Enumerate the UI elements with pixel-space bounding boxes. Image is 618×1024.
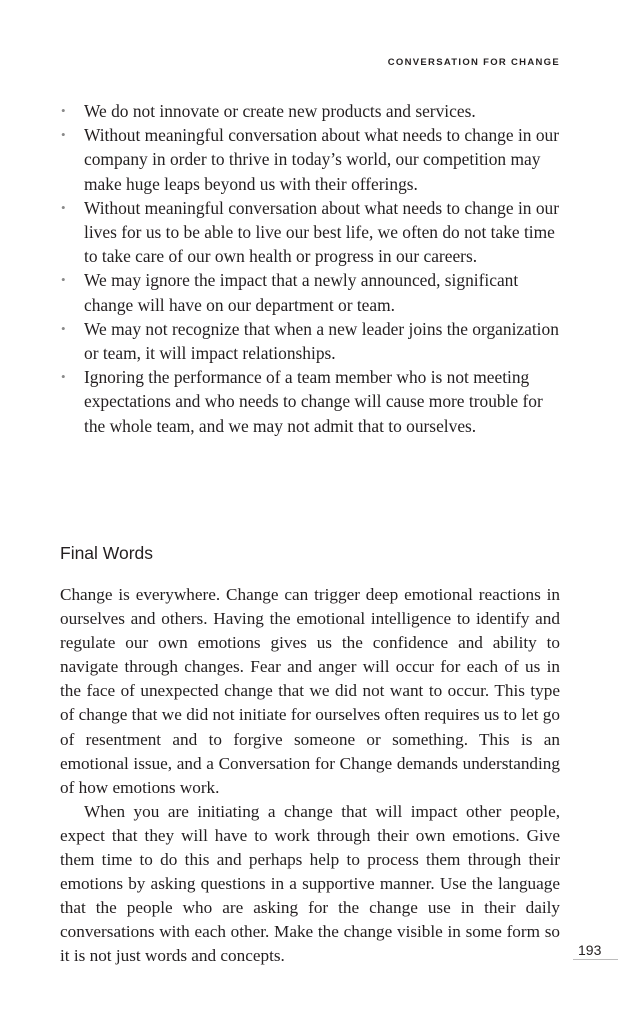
list-item-text: We may not recognize that when a new leader joins the organization or team, it will impact relationships. xyxy=(84,318,559,364)
bullet-icon: • xyxy=(61,369,66,385)
bullet-list xyxy=(60,99,560,438)
list-item xyxy=(60,268,560,316)
bullet-icon: • xyxy=(61,272,66,288)
list-item-text: Without meaningful conversation about what needs to change in our lives for us to be able to live our best life, we often do not take time to take care of our own health or progress in our careers. xyxy=(84,197,559,267)
bullet-icon: • xyxy=(61,199,66,215)
list-item xyxy=(60,123,560,196)
list-item-text: Without meaningful conversation about what needs to change in our company in order to thrive in today’s world, our competition may make huge leaps beyond us with their offerings. xyxy=(84,125,559,194)
list-item xyxy=(60,196,560,269)
bullet-icon: • xyxy=(61,103,66,118)
list-item xyxy=(60,365,560,438)
list-item xyxy=(60,99,560,123)
list-item-text: We do not innovate or create new products and services. xyxy=(84,101,476,121)
section-heading: Final Words xyxy=(60,543,154,563)
page-number: 193 xyxy=(573,941,618,960)
running-head: CONVERSATION FOR CHANGE xyxy=(387,57,560,68)
list-item xyxy=(60,317,560,365)
bullet-icon: • xyxy=(61,320,66,336)
paragraph: Change is everywhere. Change can trigger deep emotional reactions in ourselves and others. Having the emotional intelligence to identify and regulate our own emotions gives us the confidence and ability to navigate through changes. Fear and anger will occur for each of us in the face of unexpected change that we did not want to occur. This type of change that we did not initiate for ourselves often requires us to let go of resentment and to forgive someone or something. This is an emotional issue, and a Conversation for Change demands understanding of how emotions work. xyxy=(60,585,560,797)
bullet-icon: • xyxy=(61,127,66,143)
body-text xyxy=(60,583,560,969)
list-item-text: We may ignore the impact that a newly announced, significant change will have on our department or team. xyxy=(84,270,519,315)
list-item-text: Ignoring the performance of a team member who is not meeting expectations and who needs to change will cause more trouble for the whole team, and we may not admit that to ourselves. xyxy=(84,367,543,436)
paragraph: When you are initiating a change that will impact other people, expect that they will have to work through their own emotions. Give them time to do this and perhaps help to process them through their emotions by asking questions in a supportive manner. Use the language that the people who are asking for the change use in their daily conversations with each other. Make the change visible in some form so it is not just words and concepts. xyxy=(60,801,560,966)
